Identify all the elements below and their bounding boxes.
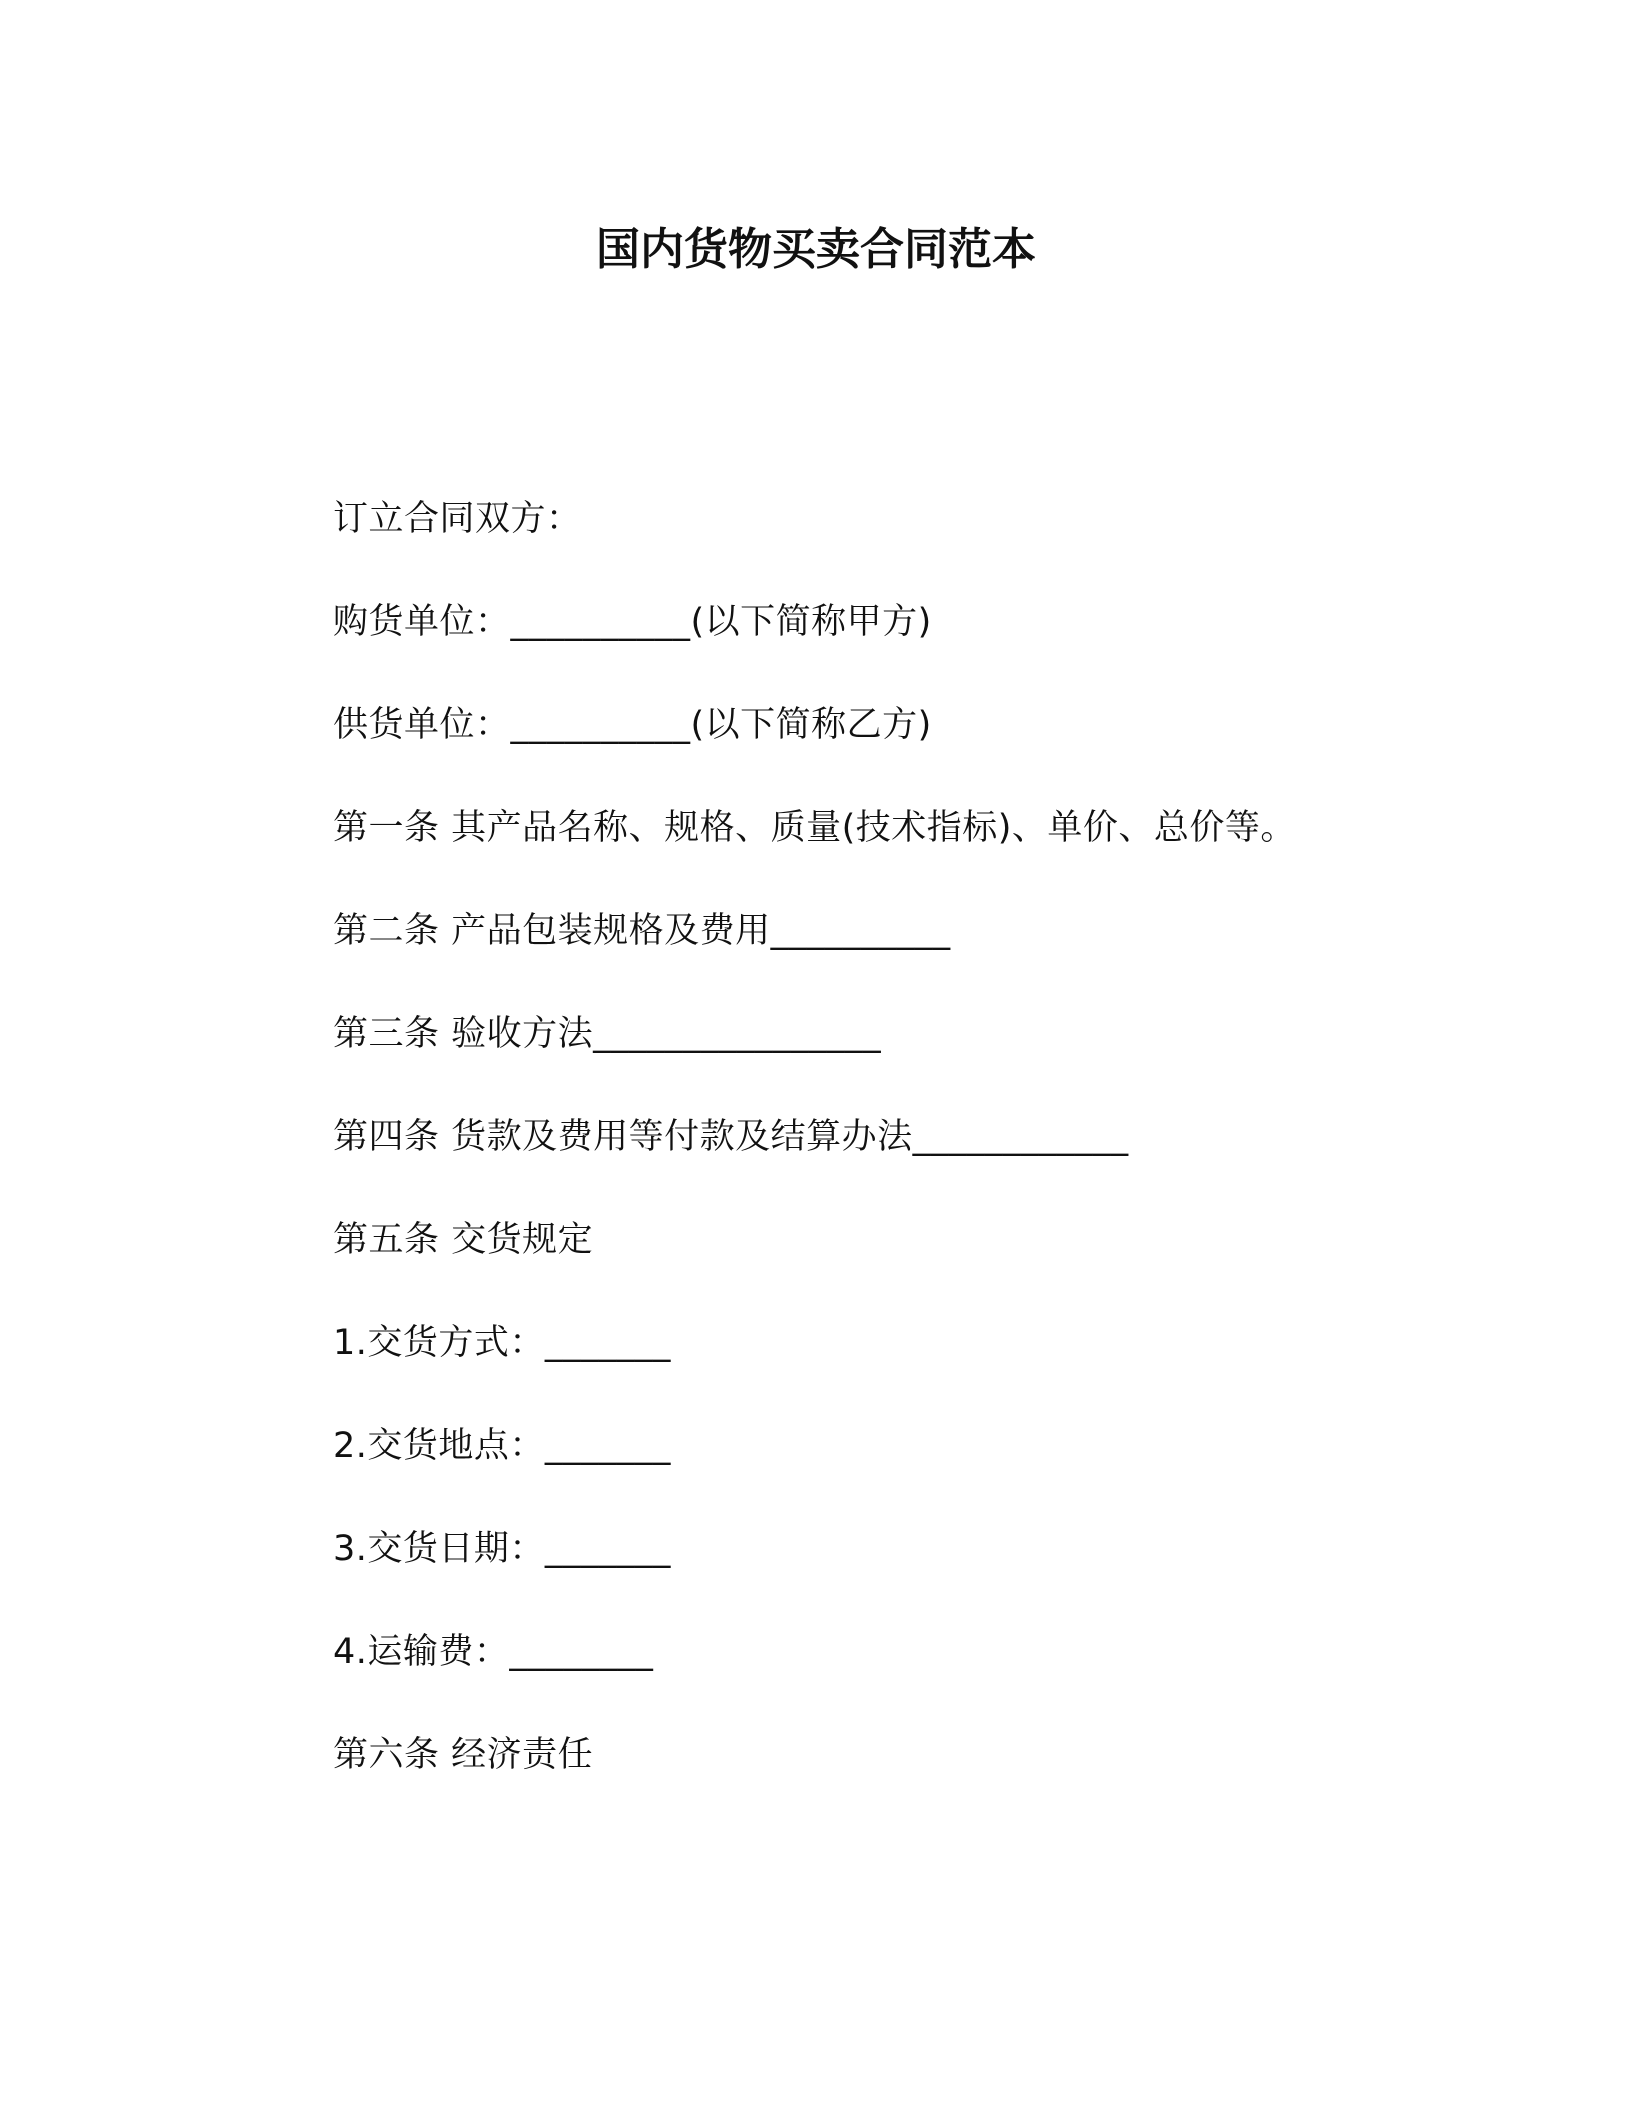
article-5-heading: 第五条 交货规定 [333,1220,594,1260]
supplier-unit-line: 供货单位：__________(以下简称乙方) [333,705,932,745]
delivery-location-line: 2.交货地点：_______ [333,1426,671,1466]
article-3-line: 第三条 验收方法________________ [333,1014,882,1054]
article-1-line: 第一条 其产品名称、规格、质量(技术指标)、单价、总价等。 [333,808,1296,848]
article-6-heading: 第六条 经济责任 [333,1735,594,1775]
freight-cost-line: 4.运输费：________ [333,1632,654,1672]
contract-parties-heading: 订立合同双方： [333,499,582,539]
document-title: 国内货物买卖合同范本 [596,224,1036,275]
article-2-line: 第二条 产品包装规格及费用__________ [333,911,951,951]
article-4-line: 第四条 货款及费用等付款及结算办法____________ [333,1117,1129,1157]
buyer-unit-line: 购货单位：__________(以下简称甲方) [333,602,932,642]
delivery-date-line: 3.交货日期：_______ [333,1529,671,1569]
delivery-method-line: 1.交货方式：_______ [333,1323,671,1363]
